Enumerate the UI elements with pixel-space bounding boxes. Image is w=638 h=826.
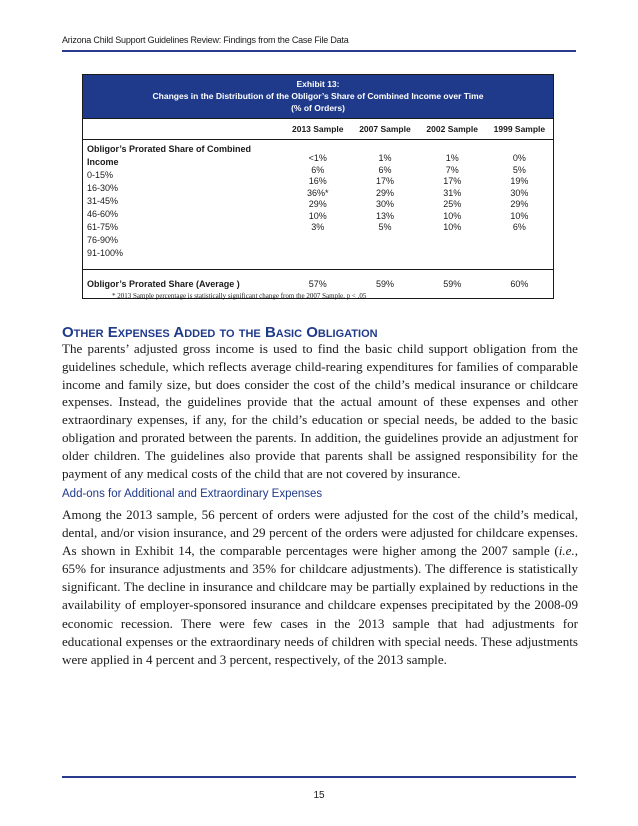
col-2013-values [284,143,351,260]
exhibit-column-headers [83,118,553,140]
table-cell: 29% [375,187,394,198]
table-cell: 6% [311,164,325,175]
table-cell: 3% [311,222,325,232]
row-label: 0-15% [87,170,114,180]
section-heading: Other Expenses Added to the Basic Obligation [62,324,378,341]
col-header: 2002 Sample [426,124,478,134]
table-cell: 31% [443,187,462,198]
table-cell: 1% [378,153,392,163]
table-cell: 30% [375,199,394,209]
table-cell: 16% [308,176,327,186]
table-cell: 29% [510,199,529,209]
table-cell: 5% [378,222,392,232]
header-rule [62,50,576,52]
table-cell: 6% [378,164,392,175]
table-cell: 19% [510,176,529,186]
row-label: 91-100% [87,248,124,258]
table-cell: 59% [443,279,462,289]
exhibit-title-line-3: (% of Orders) [291,103,345,113]
row-label: 31-45% [87,196,119,206]
table-cell: 25% [443,199,462,209]
exhibit-title-line-2: Changes in the Distribution of the Obligor’s Share of Combined Income over Time [152,91,484,101]
col-header: 2007 Sample [359,124,411,134]
table-cell: <1% [308,153,327,163]
footer-rule [62,776,576,778]
average-label: Obligor’s Prorated Share (Average ) [87,279,240,289]
running-header: Arizona Child Support Guidelines Review: Findings from the Case File Data [62,35,349,45]
table-cell: 60% [510,279,529,289]
paragraph-italic: i.e. [558,543,575,559]
col-1999-values [486,143,553,260]
row-label: 76-90% [87,235,119,245]
col-2002-values [419,143,486,260]
paragraph-text: Among the 2013 sample, 56 percent of orders were adjusted for the cost of the child’s medical, dental, and/or vision insurance, and 29 percent of the orders were adjusted for childcare expenses. As shown in Exhibit 14, the comparable percentages were higher among the 2007 sample ( [62,507,578,559]
table-cell: 10% [443,222,462,232]
row-label: 16-30% [87,183,119,193]
table-cell: 57% [308,279,327,289]
table-cell: 7% [445,164,459,175]
body-paragraph [62,506,578,669]
exhibit-title-line-1: Exhibit 13: [296,79,340,89]
table-cell: 10% [443,210,462,221]
table-cell: 59% [375,279,394,289]
body-paragraph: The parents’ adjusted gross income is used to find the basic child support obligation from the guidelines schedule, which reflects average child-rearing expenditures for families of comparable income and family size, but does consider the cost of the child’s medical insurance or childcare expenses. Instead, the guidelines provide that the actual amount of these expenses and other extraordinary expenses, if any, for the child’s education or special needs, be added to the basic obligation and prorated between the parents. In addition, the guidelines provide an adjustment for older children. The guidelines also provide that parents shall be assigned responsibility for the payment of any medical costs of the child that are not covered by insurance. [62,341,578,481]
table-cell: 1% [445,153,459,163]
table-cell: 0% [512,153,526,163]
table-cell: 10% [308,210,327,221]
subsection-heading: Add-ons for Additional and Extraordinary Expenses [62,488,323,500]
exhibit-title [83,75,553,118]
row-label: 46-60% [87,209,119,219]
paragraph-text: , 65% for insurance adjustments and 35% for childcare adjustments). The difference is statistically significant. The decline in insurance and childcare may be partially explained by reductions in the availability of employer-sponsored insurance and childcare expenses precipitated by the 2008-09 economic recession. There were few cases in the 2013 sample that had adjustments for educational expenses or the extraordinary needs of children with special needs. These adjustments were applied in 4 percent and 3 percent, respectively, of the 2013 sample. [62,543,578,667]
exhibit-body [83,140,553,260]
table-cell: 17% [375,176,394,186]
col-header: 2013 Sample [291,124,344,134]
table-cell: 30% [510,187,529,198]
table-cell: 6% [512,222,526,232]
table-cell: 17% [443,176,462,186]
table-cell: 29% [308,199,327,209]
table-cell: 5% [512,164,526,175]
section-label: Obligor’s Prorated Share of Combined Income [87,144,252,167]
table-cell: 36%* [307,187,329,198]
page-number: 15 [313,790,325,801]
row-label: 61-75% [87,222,119,232]
exhibit-13-table [82,74,554,299]
row-labels [83,143,284,260]
exhibit-footnote: * 2013 Sample percentage is statistically significant change from the 2007 Sample, p < .05 [112,292,367,300]
col-2007-values [351,143,418,260]
col-header: 1999 Sample [493,124,546,134]
table-cell: 10% [510,210,529,221]
table-cell: 13% [375,210,394,221]
